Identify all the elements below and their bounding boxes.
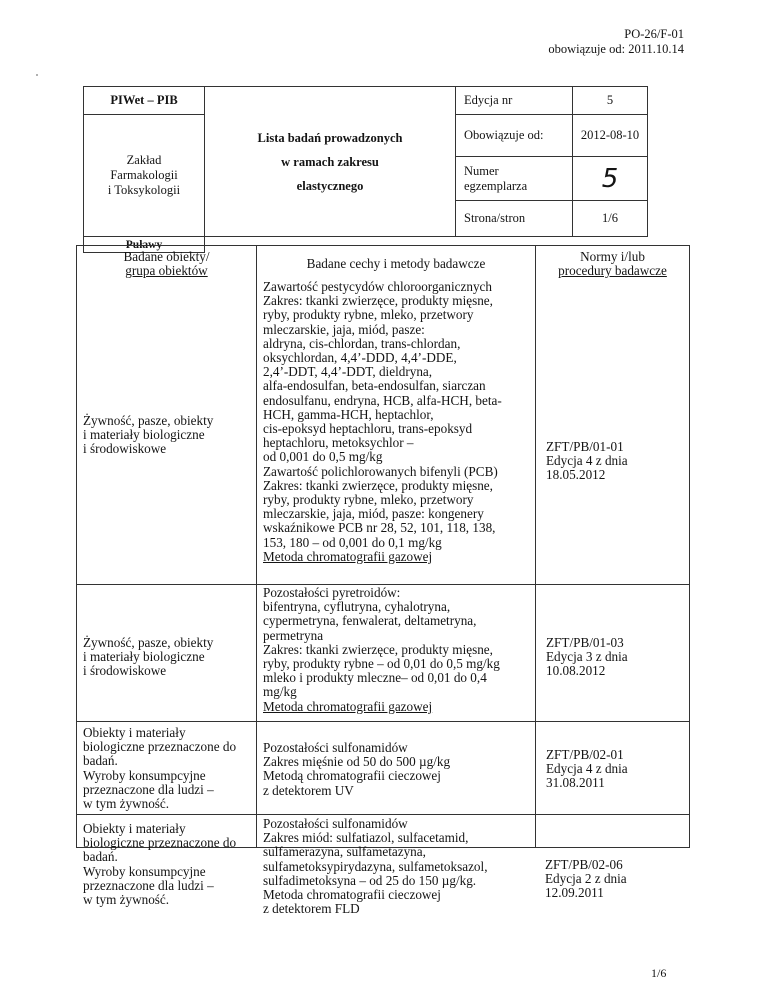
row3-objects-line: badań. <box>83 753 118 769</box>
row1-method-line: oksychlordan, 4,4’-DDD, 4,4’-DDE, <box>263 350 457 366</box>
page-value: 1/6 <box>573 201 648 237</box>
edition-value: 5 <box>573 87 648 115</box>
column-divider <box>256 246 257 847</box>
row1-methods <box>263 280 533 564</box>
row4-norm-line: ZFT/PB/02-06 <box>545 857 623 872</box>
row3-objects-line: biologiczne przeznaczone do <box>83 739 237 755</box>
row1-method-line: Zawartość pestycydów chloroorganicznych <box>263 279 492 294</box>
title-cell <box>205 87 456 237</box>
row1-method-line: wskaźnikowe PCB nr 28, 52, 101, 118, 138, <box>263 520 496 536</box>
row4-norms <box>545 858 627 901</box>
row2-norms <box>546 636 628 679</box>
row2-norm-line: 10.08.2012 <box>546 663 606 679</box>
row4-method-line: Zakres miód: sulfatiazol, sulfacetamid, <box>263 830 469 846</box>
row1-method-line: mleczarskie, jaja, miód, pasze: <box>263 321 425 337</box>
row1-objects-line: Żywność, pasze, obiekty <box>83 413 214 428</box>
row2-objects-line: i materiały biologiczne <box>83 649 205 665</box>
header-objects-line-2: grupa obiektów <box>125 263 208 279</box>
row-divider <box>77 721 689 722</box>
row2-method-line: permetryna <box>263 627 324 643</box>
header-objects-line-1: Badane obiekty/ <box>123 249 210 264</box>
copy-label-line-1: Numer <box>464 163 499 178</box>
row2-method-note: Metoda chromatografii gazowej <box>263 698 433 714</box>
copy-label <box>456 157 573 201</box>
department-line-1: Zakład <box>126 153 162 167</box>
row4-norm-line: 12.09.2011 <box>545 885 604 901</box>
row3-method-line: z detektorem UV <box>263 782 354 798</box>
row1-norm-line: ZFT/PB/01-01 <box>546 439 624 454</box>
row2-norm-line: Edycja 3 z dnia <box>546 649 628 665</box>
header-objects <box>77 250 256 278</box>
row3-methods <box>263 741 533 798</box>
row1-method-line: Zawartość polichlorowanych bifenyli (PCB) <box>263 463 498 479</box>
row4-method-line: Pozostałości sulfonamidów <box>263 816 408 831</box>
header-norms-line-1: Normy i/lub <box>580 249 645 264</box>
row4-method-line: Metoda chromatografii cieczowej <box>263 887 441 903</box>
department-line-3: i Toksykologii <box>107 183 181 197</box>
row2-method-line: Zakres: tkanki zwierzęce, produkty mięsne, <box>263 641 493 657</box>
department-cell <box>84 115 205 237</box>
row1-norms <box>546 440 628 483</box>
row1-objects-line: i środowiskowe <box>83 441 167 457</box>
row3-objects <box>83 726 236 811</box>
department-line-2: Farmakologii <box>110 168 178 182</box>
row1-method-line: Zakres: tkanki zwierzęce, produkty mięsne, <box>263 293 493 309</box>
row2-method-line: cypermetryna, fenwalerat, deltametryna, <box>263 613 477 629</box>
row2-methods <box>263 586 533 714</box>
row3-objects-line: Obiekty i materiały <box>83 725 186 740</box>
column-divider <box>535 246 536 847</box>
row1-method-line: Zakres: tkanki zwierzęce, produkty mięsne, <box>263 477 493 493</box>
row1-method-line: od 0,001 do 0,5 mg/kg <box>263 449 383 465</box>
row4-objects <box>83 822 236 907</box>
header-methods: Badane cechy i metody badawcze <box>306 256 486 271</box>
institute-name: PIWet – PIB <box>110 93 178 107</box>
row4-objects-line: Wyroby konsumpcyjne <box>83 863 206 879</box>
row1-norm-line: 18.05.2012 <box>546 467 606 483</box>
row4-methods <box>263 817 533 916</box>
row3-norm-line: Edycja 4 z dnia <box>546 761 628 777</box>
effective-label: Obowiązuje od: <box>456 115 573 157</box>
row2-method-line: ryby, produkty rybne – od 0,01 do 0,5 mg/kg <box>263 656 500 672</box>
row3-objects-line: w tym żywność. <box>83 796 170 812</box>
row4-objects-line: biologiczne przeznaczone do <box>83 835 237 851</box>
valid-from: obowiązuje od: 2011.10.14 <box>548 42 684 56</box>
row4-method-line: sulfamerazyna, sulfametazyna, <box>263 844 426 860</box>
scan-artifact <box>36 74 38 76</box>
document-code-block <box>548 27 684 57</box>
row4-objects-line: Obiekty i materiały <box>83 821 186 836</box>
row4-method-line: sulfadimetoksyna – od 25 do 150 µg/kg. <box>263 872 477 888</box>
effective-value: 2012-08-10 <box>573 115 648 157</box>
row4-objects-line: przeznaczone dla ludzi – <box>83 877 214 893</box>
row3-objects-line: Wyroby konsumpcyjne <box>83 767 206 783</box>
footer-page-number: 1/6 <box>651 966 667 980</box>
row1-method-line: mleczarskie, jaja, miód, pasze: kongenery <box>263 506 484 522</box>
document-code: PO-26/F-01 <box>624 27 684 41</box>
row3-method-line: Zakres mięśnie od 50 do 500 µg/kg <box>263 754 451 770</box>
title-line-2: w ramach zakresu <box>281 154 379 169</box>
row1-objects <box>83 414 213 457</box>
row1-method-line: 153, 180 – od 0,001 do 0,1 mg/kg <box>263 534 442 550</box>
row3-norm-line: 31.08.2011 <box>546 775 605 791</box>
page-label: Strona/stron <box>456 201 573 237</box>
copy-label-line-2: egzemplarza <box>464 178 528 193</box>
row1-method-line: ryby, produkty rybne, mleko, przetwory <box>263 307 474 323</box>
row1-method-note: Metoda chromatografii gazowej <box>263 548 433 564</box>
institute-cell <box>84 87 205 115</box>
row1-method-line: ryby, produkty rybne, mleko, przetwory <box>263 492 474 508</box>
row2-method-line: bifentryna, cyflutryna, cyhalotryna, <box>263 599 451 615</box>
row2-method-line: Pozostałości pyretroidów: <box>263 585 401 600</box>
row2-norm-line: ZFT/PB/01-03 <box>546 635 624 650</box>
city-name: Puławy <box>125 239 163 251</box>
row3-norm-line: ZFT/PB/02-01 <box>546 747 624 762</box>
row2-objects-line: Żywność, pasze, obiekty <box>83 635 214 650</box>
row1-norm-line: Edycja 4 z dnia <box>546 453 628 469</box>
row4-method-line: sulfametoksypirydazyna, sulfametoksazol, <box>263 858 488 874</box>
row4-objects-line: badań. <box>83 849 118 865</box>
header-norms <box>536 250 689 278</box>
row3-norms <box>546 748 628 791</box>
row2-method-line: mleko i produkty mleczne– od 0,01 do 0,4 <box>263 670 487 686</box>
edition-label: Edycja nr <box>456 87 573 115</box>
row4-norm-line: Edycja 2 z dnia <box>545 871 627 887</box>
row1-objects-line: i materiały biologiczne <box>83 427 205 443</box>
title-line-3: elastycznego <box>296 178 364 193</box>
row1-method-line: cis-epoksyd heptachloru, trans-epoksyd <box>263 421 473 437</box>
row3-objects-line: przeznaczone dla ludzi – <box>83 781 214 797</box>
row2-objects-line: i środowiskowe <box>83 663 167 679</box>
row2-objects <box>83 636 213 679</box>
row1-method-line: 2,4’-DDT, 4,4’-DDT, dieldryna, <box>263 364 433 380</box>
row2-method-line: mg/kg <box>263 684 297 700</box>
row3-method-line: Pozostałości sulfonamidów <box>263 740 408 755</box>
row1-method-line: endosulfanu, endryna, HCB, alfa-HCH, beta- <box>263 392 502 408</box>
row1-method-line: heptachloru, metoksychlor – <box>263 435 414 451</box>
row-divider <box>77 814 689 815</box>
document-header <box>83 86 648 253</box>
row1-method-line: alfa-endosulfan, beta-endosulfan, siarczan <box>263 378 486 394</box>
title-line-1: Lista badań prowadzonych <box>257 130 403 145</box>
row1-method-line: HCH, gamma-HCH, heptachlor, <box>263 406 434 422</box>
row4-objects-line: w tym żywność. <box>83 892 170 908</box>
row3-method-line: Metodą chromatografii cieczowej <box>263 768 441 784</box>
row1-method-line: aldryna, cis-chlordan, trans-chlordan, <box>263 335 461 351</box>
header-norms-line-2: procedury badawcze <box>558 263 667 279</box>
copy-number-handwritten: 5 <box>573 157 648 201</box>
row4-method-line: z detektorem FLD <box>263 901 360 917</box>
